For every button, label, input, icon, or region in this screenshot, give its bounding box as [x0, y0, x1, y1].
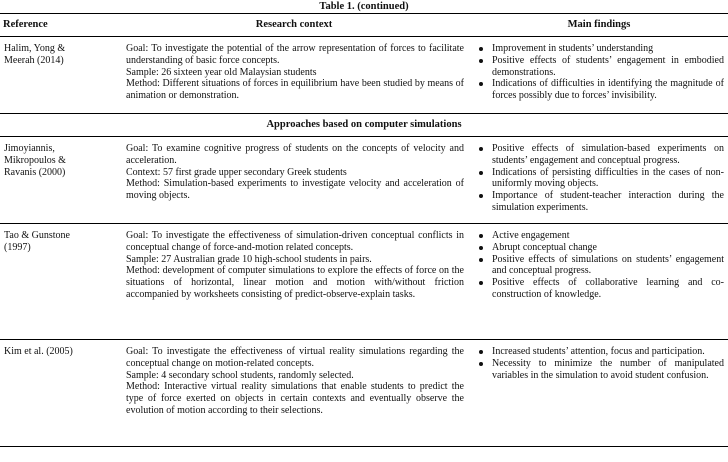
- finding-item: Abrupt conceptual change: [478, 242, 724, 254]
- finding-item: Positive effects of simulations on students’ engagement and conceptual progress.: [478, 254, 724, 278]
- reference-line: (1997): [4, 241, 31, 253]
- context-goal: Goal: To investigate the potential of the arrow representation of forces to facilitate understanding of basic force concepts.: [126, 43, 464, 66]
- reference-cell: [0, 340, 118, 447]
- section-heading-row: [0, 114, 728, 137]
- table-row: [0, 224, 728, 340]
- context-method: Method: Simulation-based experiments to investigate velocity and acceleration of moving objects.: [126, 178, 464, 202]
- finding-item: Indications of persisting difficulties in the cases of non-uniformly moving objects.: [478, 167, 724, 191]
- reference-cell: [0, 37, 118, 114]
- context-goal: Goal: To examine cognitive progress of students on the concepts of velocity and acceleration.: [126, 143, 464, 166]
- reference-cell: [0, 224, 118, 340]
- context-goal: Goal: To investigate the effectiveness of simulation-driven conceptual conflicts in conceptual change of force-and-motion related concepts.: [126, 230, 464, 253]
- reference-line: Meerah (2014): [4, 54, 64, 66]
- findings-list: [478, 230, 724, 301]
- context-sample: Sample: 26 sixteen year old Malaysian students: [126, 66, 317, 78]
- findings-list: [478, 346, 724, 381]
- finding-item: Indications of difficulties in identifying the magnitude of forces possibly due to forces’ invisibility.: [478, 78, 724, 102]
- reference-line: Tao & Gunstone: [4, 230, 70, 241]
- reference-line: Mikropoulos &: [4, 154, 66, 166]
- table-row: [0, 37, 728, 114]
- header-main-findings: Main findings: [470, 14, 728, 37]
- context-cell: [118, 137, 470, 224]
- context-sample: Sample: 4 secondary school students, randomly selected.: [126, 369, 354, 381]
- finding-item: Active engagement: [478, 230, 724, 242]
- context-cell: [118, 37, 470, 114]
- header-reference: Reference: [0, 14, 118, 37]
- context-method: Method: Interactive virtual reality simulations that enable students to predict the type of force exerted on objects in certain contexts and eventually observe the evolution of motion according to their selections.: [126, 381, 464, 416]
- findings-cell: [470, 37, 728, 114]
- section-heading: Approaches based on computer simulations: [0, 114, 728, 137]
- reference-line: Ravanis (2000): [4, 166, 66, 178]
- findings-cell: [470, 137, 728, 224]
- findings-list: [478, 43, 724, 102]
- finding-item: Importance of student-teacher interaction during the simulation experiments.: [478, 190, 724, 214]
- reference-line: Halim, Yong &: [4, 43, 66, 54]
- reference-line: Kim et al. (2005): [4, 346, 73, 357]
- context-cell: [118, 224, 470, 340]
- findings-list: [478, 143, 724, 214]
- finding-item: Positive effects of simulation-based experiments on students’ engagement and conceptual progress.: [478, 143, 724, 167]
- table-header-row: [0, 14, 728, 37]
- finding-item: Necessity to minimize the number of manipulated variables in the simulation to avoid student confusion.: [478, 358, 724, 382]
- context-sample: Sample: 27 Australian grade 10 high-school students in pairs.: [126, 253, 372, 265]
- literature-table: [0, 13, 728, 447]
- finding-item: Improvement in students’ understanding: [478, 43, 724, 55]
- finding-item: Positive effects of students’ engagement in embodied demonstrations.: [478, 55, 724, 79]
- reference-line: Jimoyiannis,: [4, 143, 55, 154]
- table-row: [0, 137, 728, 224]
- context-goal: Goal: To investigate the effectiveness of virtual reality simulations regarding the conceptual change on motion-related concepts.: [126, 346, 464, 369]
- finding-item: Positive effects of collaborative learning and co-construction of knowledge.: [478, 277, 724, 301]
- context-cell: [118, 340, 470, 447]
- context-sample: Context: 57 first grade upper secondary Greek students: [126, 166, 347, 178]
- table-row: [0, 340, 728, 447]
- header-research-context: Research context: [118, 14, 470, 37]
- finding-item: Increased students’ attention, focus and participation.: [478, 346, 724, 358]
- context-method: Method: development of computer simulations to explore the effects of force on the situations of horizontal, linear motion and motion with/without friction accompanied by worksheets consisting of predict-observe-explain tasks.: [126, 265, 464, 300]
- reference-cell: [0, 137, 118, 224]
- findings-cell: [470, 224, 728, 340]
- findings-cell: [470, 340, 728, 447]
- table-caption: Table 1. (continued): [319, 1, 409, 12]
- context-method: Method: Different situations of forces in equilibrium have been studied by means of animation or demonstration.: [126, 78, 464, 102]
